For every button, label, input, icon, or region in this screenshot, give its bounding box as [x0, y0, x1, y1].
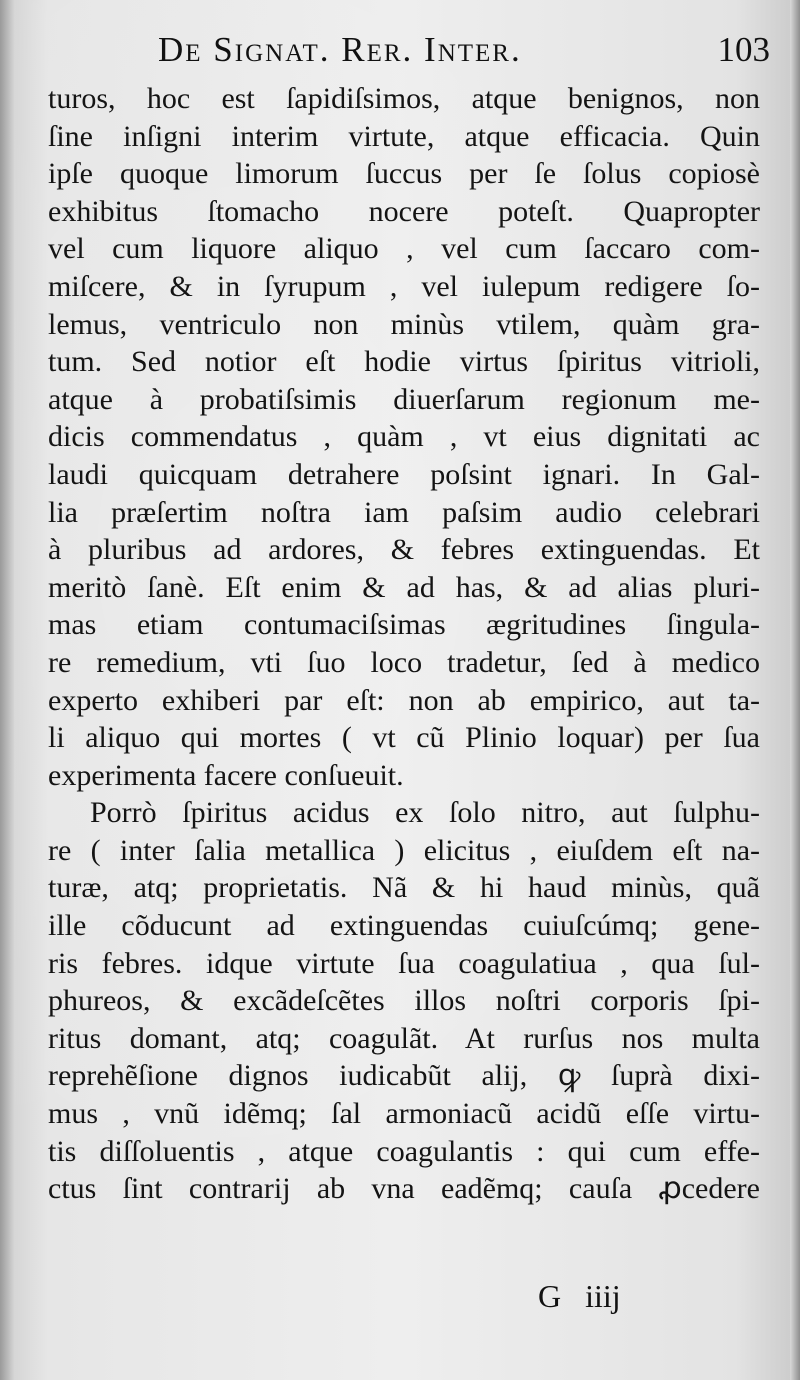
text-line: turos, hoc est ſapidiſsimos, atque benignos, non	[48, 82, 760, 115]
text-line: ctus ſint contrarij ab vna eadẽmq; cauſa ꝓcedere	[48, 1172, 760, 1206]
page-number: 103	[717, 30, 770, 69]
text-line: li aliquo qui mortes ( vt cũ Plinio loquar) per ſua	[48, 721, 760, 755]
text-line: exhibitus ſtomacho nocere poteſt. Quapropter	[48, 194, 760, 228]
text-line: ritus domant, atq; coagulãt. At rurſus nos multa	[48, 1021, 760, 1055]
text-line: re remedium, vti ſuo loco tradetur, ſed à medico	[48, 645, 760, 679]
text-line: ris febres. idque virtute ſua coagulatiua , qua ſul-	[48, 946, 760, 980]
running-head	[40, 30, 770, 80]
text-line: lia præſertim noſtra iam paſsim audio celebrari	[48, 495, 760, 529]
text-line: mas etiam contumaciſsimas ægritudines ſingula-	[48, 608, 760, 642]
text-line: tis diſſoluentis , atque coagulantis : qui cum effe-	[48, 1134, 760, 1168]
page-right-edge-shadow	[790, 0, 800, 1380]
text-line: experto exhiberi par eſt: non ab empirico, aut ta-	[48, 683, 760, 717]
text-line: laudi quicquam detrahere poſsint ignari. In Gal-	[48, 457, 760, 491]
text-line: tum. Sed notior eſt hodie virtus ſpiritus vitrioli,	[48, 345, 760, 379]
text-line: re ( inter ſalia metallica ) elicitus , eiuſdem eſt na-	[48, 833, 760, 867]
text-line: mus , vnũ idẽmq; ſal armoniacũ acidũ eſſe virtu-	[48, 1097, 760, 1131]
text-line: meritò ſanè. Eſt enim & ad has, & ad alias pluri-	[48, 570, 760, 604]
text-line: dicis commendatus , quàm , vt eius dignitati ac	[48, 420, 760, 454]
text-line: ſine inſigni interim virtute, atque efficacia. Quin	[48, 119, 760, 153]
paragraph-start-line: Porrò ſpiritus acidus ex ſolo nitro, aut ſulphu-	[90, 796, 760, 830]
text-line: reprehẽſione dignos iudicabũt alij, ꝙ ſuprà dixi-	[48, 1059, 760, 1093]
signature-mark	[538, 1278, 621, 1315]
text-line: lemus, ventriculo non minùs vtilem, quàm gra-	[48, 307, 760, 341]
text-line: vel cum liquore aliquo , vel cum ſaccaro com-	[48, 232, 760, 266]
signature-number: iiij	[585, 1278, 621, 1314]
text-line: miſcere, & in ſyrupum , vel iulepum redigere ſo-	[48, 269, 760, 303]
text-line: atque à probatiſsimis diuerſarum regionum me-	[48, 382, 760, 416]
text-line: à pluribus ad ardores, & febres extinguendas. Et	[48, 533, 760, 567]
body-text	[48, 80, 760, 1208]
text-line: phureos, & excãdeſcẽtes illos noſtri corporis ſpi-	[48, 984, 760, 1018]
page-left-edge-shadow	[0, 0, 14, 1380]
text-line: turæ, atq; proprietatis. Nã & hi haud minùs, quã	[48, 871, 760, 905]
text-line: ipſe quoque limorum ſuccus per ſe ſolus copiosè	[48, 157, 760, 191]
signature-letter: G	[538, 1278, 562, 1314]
paragraph-end-line: experimenta facere conſueuit.	[48, 758, 404, 792]
text-line: ille cõducunt ad extinguendas cuiuſcúmq; gene-	[48, 909, 760, 943]
running-title: De Signat. Rer. Inter.	[158, 30, 522, 69]
